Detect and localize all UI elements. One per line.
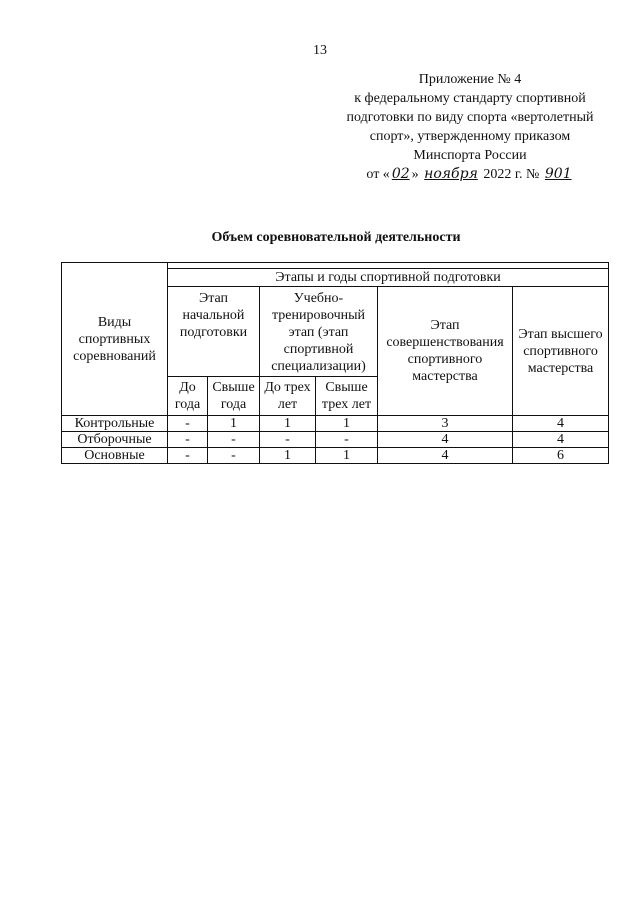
cell: - [168, 432, 208, 448]
appendix-line-2: к федеральному стандарту спортивной [354, 91, 586, 106]
table-row [62, 432, 609, 448]
cell: 6 [513, 448, 609, 464]
cell: 4 [513, 432, 609, 448]
header-stage-improvement: Этап совершенствования спортивного мастерства [378, 287, 513, 416]
header-stage-highest: Этап высшего спортивного мастерства [513, 287, 609, 416]
header-stage-training: Учебно-тренировочный этап (этап спортивной специализации) [260, 287, 378, 377]
table-row [62, 416, 609, 432]
order-number: 901 [544, 166, 572, 182]
header-stages: Этапы и годы спортивной подготовки [168, 269, 609, 287]
subheader-over-three-years: Свыше трех лет [316, 377, 378, 416]
cell: 4 [378, 432, 513, 448]
row-name: Контрольные [62, 416, 168, 432]
cell: 1 [316, 416, 378, 432]
header-stage-initial: Этап начальной подготовки [168, 287, 260, 377]
cell: - [168, 448, 208, 464]
page-number: 13 [313, 43, 327, 58]
subheader-up-to-year: До года [168, 377, 208, 416]
date-prefix: от « [366, 167, 390, 182]
cell: 1 [260, 416, 316, 432]
appendix-line-4: спорт», утвержденному приказом [369, 129, 571, 144]
subheader-over-year: Свыше года [208, 377, 260, 416]
competition-volume-table [61, 262, 609, 464]
cell: 3 [378, 416, 513, 432]
appendix-date-line [330, 165, 610, 184]
cell: 4 [513, 416, 609, 432]
cell: 4 [378, 448, 513, 464]
cell: - [208, 432, 260, 448]
subheader-up-to-three-years: До трех лет [260, 377, 316, 416]
cell: - [208, 448, 260, 464]
appendix-line-5: Минспорта России [413, 148, 527, 163]
appendix-line-3: подготовки по виду спорта «вертолетный [346, 110, 594, 125]
table-row [62, 448, 609, 464]
date-year: 2022 г. № [483, 167, 540, 182]
appendix-block [330, 70, 610, 184]
row-name: Отборочные [62, 432, 168, 448]
date-month: ноября [424, 166, 478, 182]
date-day: 02 [391, 166, 410, 182]
row-name: Основные [62, 448, 168, 464]
appendix-line-1: Приложение № 4 [418, 72, 522, 87]
cell: 1 [260, 448, 316, 464]
cell: 1 [208, 416, 260, 432]
date-mid: » [411, 167, 419, 182]
cell: - [260, 432, 316, 448]
document-title: Объем соревновательной деятельности [211, 230, 461, 245]
cell: - [168, 416, 208, 432]
header-competition-kinds: Виды спортивных соревнований [62, 263, 168, 416]
cell: 1 [316, 448, 378, 464]
cell: - [316, 432, 378, 448]
